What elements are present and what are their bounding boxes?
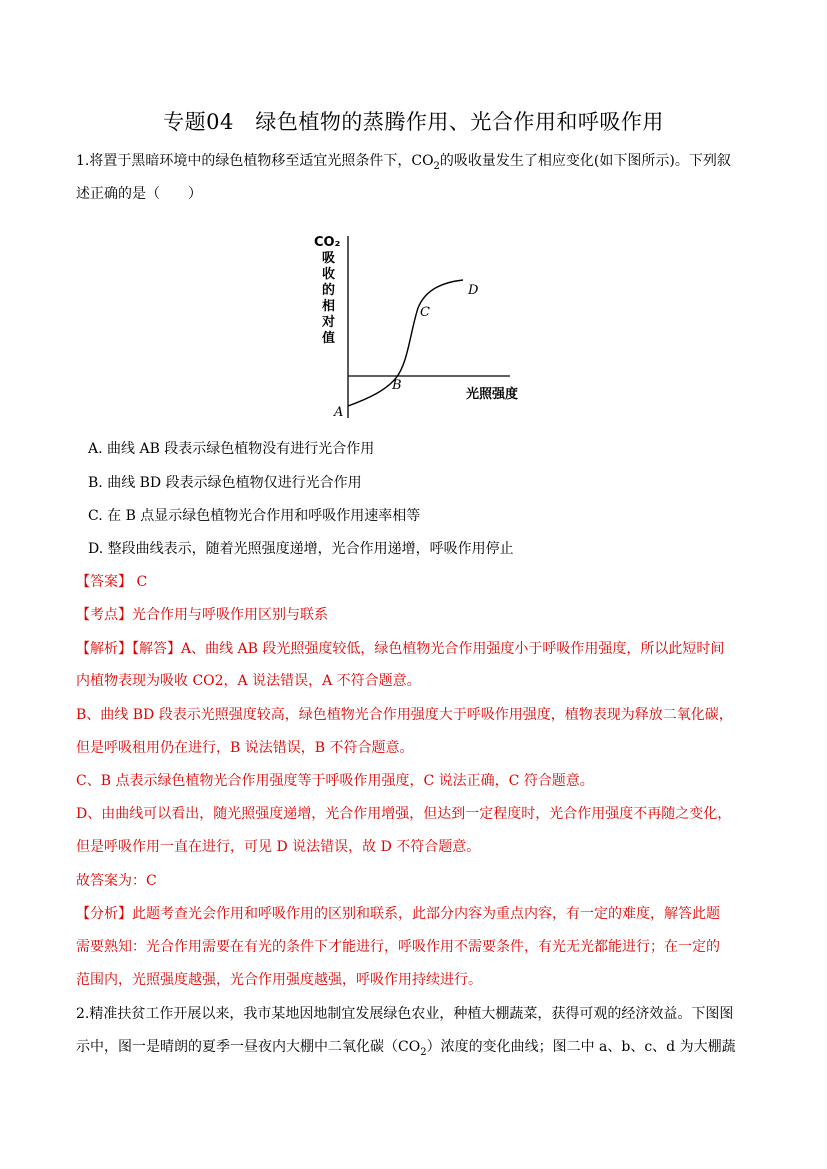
q1-stem-line2: 述正确的是（ ） [76, 186, 202, 202]
q2-line1: 2.精准扶贫工作开展以来，我市某地因地制宜发展绿色农业，种植大棚蔬菜，获得可观的经济效益。下图图 [76, 1006, 734, 1022]
y-label-char: 收 [322, 267, 336, 282]
y-label-char: 吸 [322, 251, 336, 266]
analysis-line: 【解析】【解答】A、曲线 AB 段光照强度较低，绿色植物光合作用强度小于呼吸作用强度，所以此短时间 [76, 641, 725, 657]
y-label-chars [321, 251, 336, 346]
analysis-line: B、曲线 BD 段表示光照强度较高，绿色植物光合作用强度大于呼吸作用强度，植物表现为释放二氧化碳， [76, 707, 733, 723]
analysis-line: 但是呼吸租用仍在进行，B 说法错误，B 不符合题意。 [76, 740, 414, 756]
option-c: C. 在 B 点显示绿色植物光合作用和呼吸作用速率相等 [88, 508, 421, 524]
page-title: 专题04 绿色植物的蒸腾作用、光合作用和呼吸作用 [163, 110, 664, 134]
point-d-label: D [468, 283, 479, 298]
option-b: B. 曲线 BD 段表示绿色植物仅进行光合作用 [88, 475, 362, 491]
co2-curve [348, 280, 463, 406]
answer: 【答案】 C [76, 574, 148, 590]
fenxi-line: 需要熟知：光合作用需要在有光的条件下才能进行，呼吸作用不需要条件，有光无光都能进行；在一定的 [76, 939, 720, 955]
co2-absorption-figure [300, 228, 540, 428]
option-d: D. 整段曲线表示，随着光照强度递增，光合作用递增，呼吸作用停止 [88, 541, 514, 557]
y-label-char: 值 [322, 331, 336, 346]
q2-line2: 示中，图一是晴朗的夏季一昼夜内大棚中二氧化碳$(CO_2)$浓度的变化曲线；图二中 a、b、c、d 为大棚蔬 [76, 1039, 736, 1058]
y-label-char: 对 [322, 315, 336, 330]
analysis-line: 内植物表现为吸收 CO2，A 说法错误，A 不符合题意。 [76, 673, 421, 689]
q1-stem-line1: 1.将置于黑暗环境中的绿色植物移至适宜光照条件下，$CO_2$的吸收量发生了相应变化(如下图所示)。下列叙 [76, 153, 731, 172]
analysis-line: 但是呼吸作用一直在进行，可见 D 说法错误，故 D 不符合题意。 [76, 839, 481, 855]
point-b-label: B [392, 378, 402, 393]
option-a: A. 曲线 AB 段表示绿色植物没有进行光合作用 [88, 441, 375, 457]
point-a-label: A [334, 405, 344, 420]
analysis-line: D、由曲线可以看出，随光照强度递增，光合作用增强，但达到一定程度时，光合作用强度不再随之变化， [76, 806, 732, 822]
y-label-char: 的 [322, 283, 336, 298]
final-answer: 故答案为：C [76, 873, 157, 889]
y-label-top: CO₂ [314, 235, 341, 250]
analysis-line: C、B 点表示绿色植物光合作用强度等于呼吸作用强度，C 说法正确，C 符合题意。 [76, 773, 594, 789]
fenxi-line: 【分析】此题考查光会作用和呼吸作用的区别和联系，此部分内容为重点内容，有一定的难度，解答此题 [76, 906, 720, 922]
kaodian: 【考点】光合作用与呼吸作用区别与联系 [76, 607, 328, 623]
y-label-char: 相 [322, 299, 336, 314]
point-c-label: C [420, 305, 430, 320]
x-label: 光照强度 [466, 387, 519, 402]
fenxi-line: 范围内，光照强度越强，光合作用强度越强，呼吸作用持续进行。 [76, 972, 482, 988]
